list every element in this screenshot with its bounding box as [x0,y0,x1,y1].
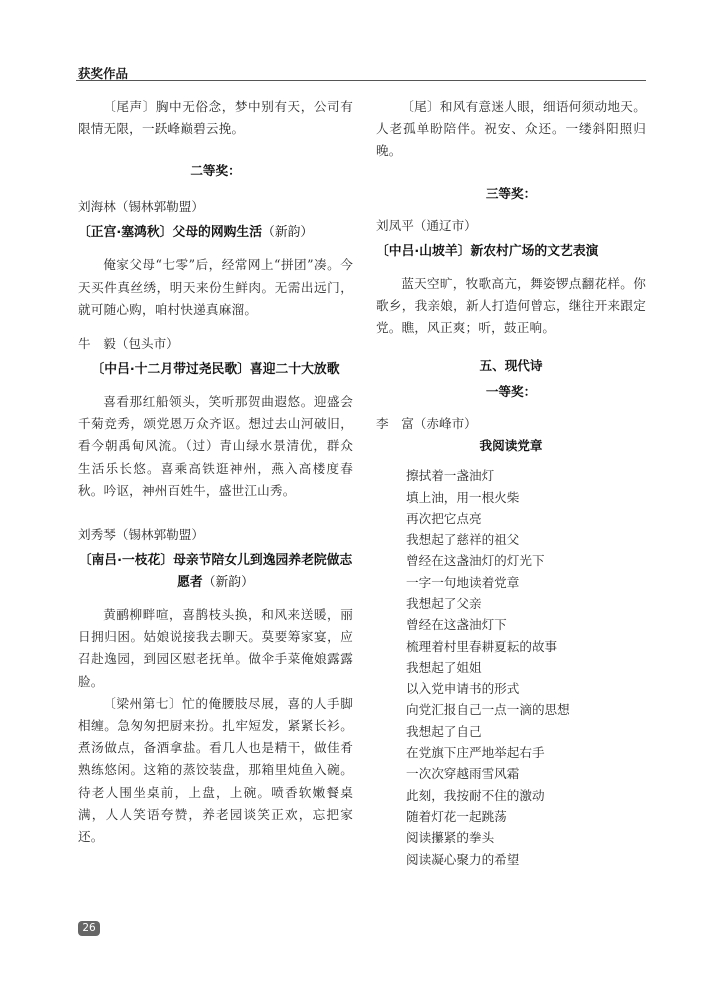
author-liu-xiuqin: 刘秀琴（锡林郭勒盟） [78,527,204,543]
poem-line: 擦拭着一盏油灯 [406,468,495,484]
entry-title-note: （新韵） [202,575,254,591]
poem-line: 曾经在这盏油灯的灯光下 [406,553,545,569]
entry-title-note: （新韵） [262,225,314,241]
entry-body: 蓝天空旷，牧歌高亢，舞姿锣点翻花样。你歌乡，我亲娘，新人打造何曾忘，继往开来跟定党。瞧，风正爽；听，鼓正响。 [376,275,646,336]
poem-line: 阅读攥紧的拳头 [406,830,495,846]
poem-line: 一字一句地读着党章 [406,574,520,590]
entry-title-text: 〔正宫·塞鸿秋〕父母的网购生活 [78,225,263,241]
first-prize-heading: 一等奖： [485,384,537,400]
third-prize-heading: 三等奖： [485,185,537,201]
poem-line: 以入党申请书的形式 [406,681,520,697]
coda-paragraph: 〔尾〕和风有意迷人眼，细语何须动地天。人老孤单盼陪伴。祝安、众还。一缕斜阳照归晚。 [376,99,646,159]
entry-body: 俺家父母“七零”后，经常网上“拼团”凑。今天买件真丝绣，明天来份生鲜肉。无需出远门，就可随心购，咱村快递真麻溜。 [78,257,353,317]
poem-title: 我阅读党章 [479,438,543,454]
poem-body [376,465,646,870]
entry-body: 〔梁州第七〕忙的俺腰肢尽展，喜的人手脚相缠。急匆匆把厨来扮。扎牢短发，紧紧长衫。煮汤做点，备酒拿盐。看几人也是精干，做佳肴熟练悠闲。这箱的蒸饺装盘，那箱里炖鱼入碗。待老人围坐桌前，上盘，上碗。喷香软嫩餐桌满，人人笑语夸赞，养老园谈笑正欢，忘把家还。 [78,695,353,845]
poem-line: 我想起了慈祥的祖父 [406,532,520,548]
entry-title [78,550,353,594]
poem-line: 我想起了自己 [406,723,482,739]
section-heading-modern-poetry: 五、现代诗 [479,358,543,374]
poem-line: 曾经在这盏油灯下 [406,617,507,633]
poem-line: 一次次穿越雨雪风霜 [406,766,520,782]
poem-line: 我想起了父亲 [406,596,482,611]
entry-title: 〔中吕·山坡羊〕新农村广场的文艺表演 [376,243,599,259]
poem-line: 在党旗下庄严地举起右手 [406,745,545,761]
header-rule [76,80,646,81]
poem-line: 阅读凝心聚力的希望 [406,851,520,867]
coda-paragraph: 〔尾声〕胸中无俗念，梦中别有天，公司有限情无限，一跃峰巅碧云挽。 [78,99,353,137]
author-liu-hailin: 刘海林（锡林郭勒盟） [78,199,204,215]
author-niu-yi: 牛 毅（包头市） [78,336,179,352]
poem-line: 填上油，用一根火柴 [406,489,520,505]
entry-body: 喜看那红船领头，笑听那贺曲遐悠。迎盛会千菊竞秀，颂党恩万众齐讴。想过去山河破旧，看今朝禹甸风流。（过）青山绿水景清优，群众生活乐长悠。喜乘高铁逛神州，燕入高楼度春秋。吟讴，神州百姓牛，盛世江山秀。 [78,394,353,498]
poem-line: 我想起了姐姐 [406,659,482,675]
right-column [376,96,646,870]
second-prize-heading: 二等奖： [190,163,241,179]
poem-line: 随着灯花一起跳荡 [406,808,507,824]
entry-title-text: 〔南吕·一枝花〕母亲节陪女儿到逸园养老院做志愿者 [78,553,353,591]
poem-line: 此刻，我按耐不住的激动 [406,787,545,803]
entry-body: 黄鹂柳畔喧，喜鹊枝头换，和风来送暖，丽日拥归困。姑娘说接我去聊天。莫要筹家宴，应召赴逸园，到园区慰老抚单。做伞手菜俺娘露露脸。 [78,607,353,689]
poem-line: 再次把它点亮 [406,510,482,526]
author-liu-fengping: 刘凤平（通辽市） [376,217,477,233]
entry-title: 〔中吕·十二月带过尧民歌〕喜迎二十大放歌 [91,362,340,378]
section-label: 获奖作品 [78,66,129,81]
author-li-fu: 李 富（赤峰市） [376,416,477,432]
left-column [78,96,353,848]
poem-line: 向党汇报自己一点一滴的思想 [406,702,570,718]
entry-title [78,222,353,244]
page-number-badge: 26 [78,921,100,936]
poem-line: 梳理着村里春耕夏耘的故事 [406,638,558,654]
